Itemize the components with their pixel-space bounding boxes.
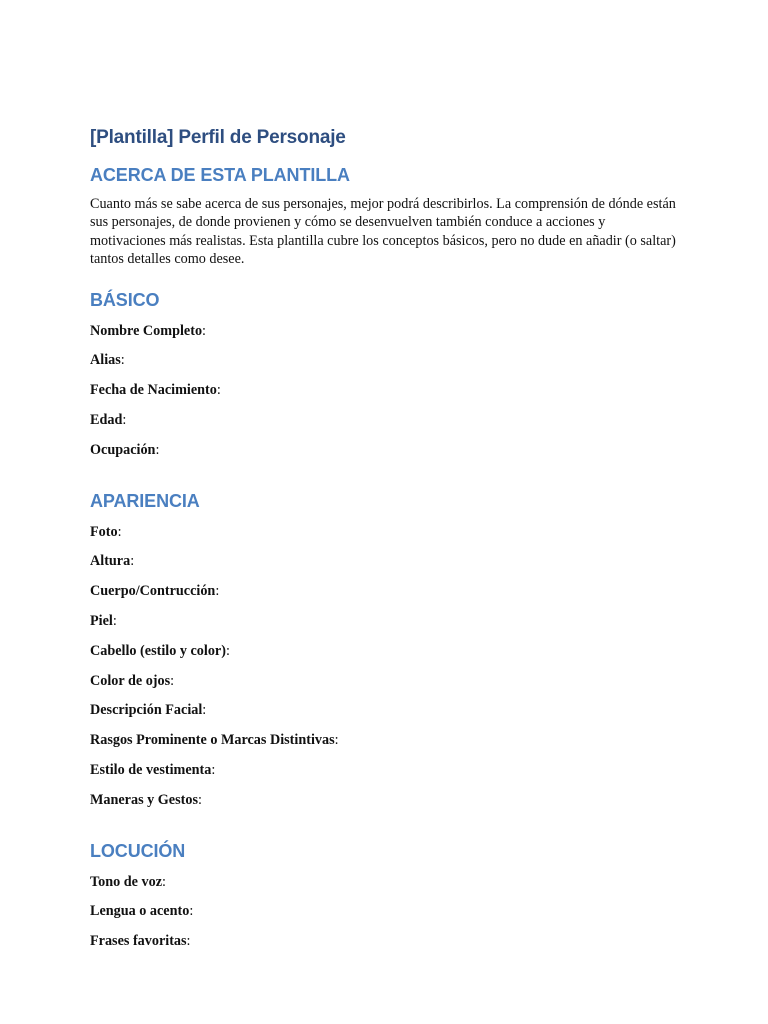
field-label: Cuerpo/Contrucción xyxy=(90,583,216,600)
document-page xyxy=(90,124,690,962)
apariencia-field-list xyxy=(90,523,690,821)
field-nombre-completo: Nombre Completo: xyxy=(90,322,206,339)
field-edad: Edad: xyxy=(90,412,127,429)
field-cuerpo: Cuerpo/Contrucción: xyxy=(90,583,220,600)
section-heading-basico: BÁSICO xyxy=(90,289,160,310)
field-maneras-gestos: Maneras y Gestos: xyxy=(90,791,202,808)
field-label: Tono de voz xyxy=(90,873,163,890)
field-label: Fecha de Nacimiento xyxy=(90,382,217,399)
field-label: Estilo de vestimenta xyxy=(90,761,212,778)
document-title: [Plantilla] Perfil de Personaje xyxy=(90,127,346,148)
field-label: Color de ojos xyxy=(90,672,171,689)
about-paragraph: Cuanto más se sabe acerca de sus personajes, mejor podrá describirlos. La comprensión de dónde están sus personajes, de donde provienen y cómo se desenvuelven también conduce a acciones y motivaciones más realistas. Esta plantilla cubre los conceptos básicos, pero no dude en añadir (o saltar) tantos detalles como desee. xyxy=(90,196,676,268)
section-heading-about: ACERCA DE ESTA PLANTILLA xyxy=(90,165,350,185)
field-label: Ocupación xyxy=(90,441,156,458)
field-color-ojos: Color de ojos: xyxy=(90,672,175,689)
section-heading-apariencia: APARIENCIA xyxy=(90,490,200,511)
field-label: Altura xyxy=(90,553,131,570)
field-rasgos: Rasgos Prominente o Marcas Distintivas: xyxy=(90,732,339,749)
field-frases-favoritas: Frases favoritas: xyxy=(90,933,191,950)
field-fecha-nacimiento: Fecha de Nacimiento: xyxy=(90,382,221,399)
field-label: Edad xyxy=(90,412,123,429)
field-lengua-acento: Lengua o acento: xyxy=(90,903,194,920)
field-estilo-vestimenta: Estilo de vestimenta: xyxy=(90,761,216,778)
field-label: Descripción Facial xyxy=(90,702,203,719)
field-label: Cabello (estilo y color) xyxy=(90,642,226,659)
field-tono-voz: Tono de voz: xyxy=(90,873,166,890)
field-alias: Alias: xyxy=(90,352,125,369)
field-piel: Piel: xyxy=(90,613,117,629)
field-altura: Altura: xyxy=(90,553,135,570)
section-heading-locucion: LOCUCIÓN xyxy=(90,840,186,861)
field-label: Lengua o acento xyxy=(90,903,190,920)
field-label: Foto xyxy=(90,523,118,540)
field-cabello: Cabello (estilo y color): xyxy=(90,642,230,659)
field-descripcion-facial: Descripción Facial: xyxy=(90,702,207,719)
field-ocupacion: Ocupación: xyxy=(90,441,160,458)
field-label: Nombre Completo xyxy=(90,322,203,339)
field-label: Piel xyxy=(90,613,113,629)
basico-field-list xyxy=(90,322,690,471)
field-label: Rasgos Prominente o Marcas Distintivas xyxy=(90,732,335,749)
field-label: Maneras y Gestos xyxy=(90,791,198,808)
field-label: Alias xyxy=(90,352,121,369)
field-label: Frases favoritas xyxy=(90,933,187,950)
locucion-field-list xyxy=(90,873,690,962)
field-foto: Foto: xyxy=(90,523,122,540)
